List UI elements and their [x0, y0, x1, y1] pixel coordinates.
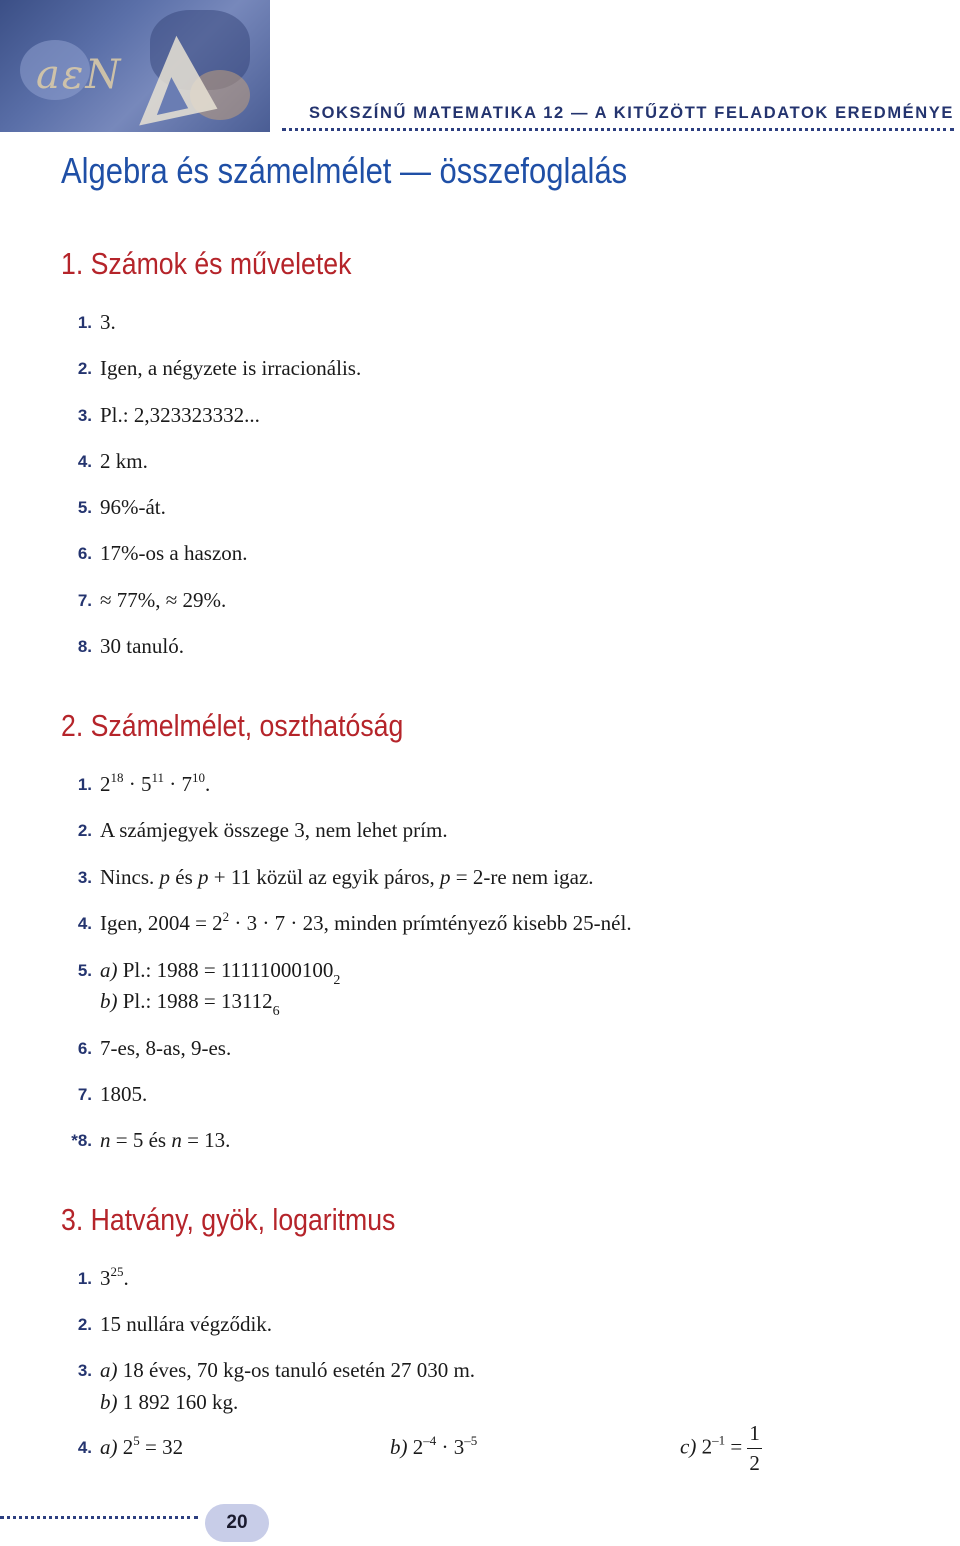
part-label: b) — [100, 1390, 118, 1414]
item-text: 17%-os a haszon. — [100, 541, 248, 565]
item-text — [100, 1390, 238, 1415]
item-text: 7-es, 8-as, 9-es. — [100, 1036, 232, 1060]
item-text: 1805. — [100, 1082, 148, 1106]
item-text — [100, 911, 632, 936]
section-title: 1. Számok és műveletek — [61, 246, 352, 281]
answer-item — [0, 356, 700, 382]
answer-item — [0, 449, 700, 475]
subscript: 2 — [333, 973, 341, 988]
item-text: 30 tanuló. — [100, 634, 184, 658]
answer-item — [0, 958, 700, 988]
power-base: 3 — [100, 1266, 111, 1290]
answer-item — [0, 1082, 700, 1108]
answer-item — [0, 1266, 700, 1292]
exponent: –4 — [423, 1433, 437, 1448]
power-base: · 3 — [441, 1435, 465, 1459]
item-part-c — [680, 1421, 762, 1476]
header-dotted-rule — [282, 128, 954, 131]
text-fragment: = 5 és — [115, 1128, 167, 1152]
item-number: 3. — [77, 868, 92, 887]
item-number: 1. — [77, 1269, 92, 1288]
text-fragment: = 13. — [187, 1128, 231, 1152]
variable: n — [100, 1128, 111, 1152]
item-number: 4. — [77, 914, 92, 933]
answer-item — [0, 588, 700, 614]
item-text — [100, 958, 341, 988]
logo-glyphs: aεN — [36, 52, 123, 98]
part-label: b) — [100, 989, 118, 1013]
section-title: 3. Hatvány, gyök, logaritmus — [61, 1202, 396, 1237]
answer-item — [0, 495, 700, 521]
item-number: 1. — [77, 313, 92, 332]
running-header: SOKSZÍNŰ MATEMATIKA 12 — A KITŰZÖTT FELADATOK EREDMÉNYE — [308, 104, 954, 122]
page-number-badge: 20 — [205, 1504, 269, 1542]
item-number: 5. — [77, 961, 92, 980]
item-text — [100, 1128, 230, 1153]
item-text: ≈ 77%, ≈ 29%. — [100, 588, 227, 612]
text-fragment: 1 892 160 kg. — [122, 1390, 239, 1414]
exponent: –1 — [712, 1432, 726, 1448]
exponent: 25 — [110, 1264, 124, 1279]
exponent: –5 — [464, 1433, 478, 1448]
item-text — [100, 1358, 475, 1383]
item-number: 6. — [77, 1039, 92, 1058]
power-base: 2 — [122, 1435, 134, 1459]
power-base: 7 — [181, 772, 193, 796]
numerator: 1 — [747, 1421, 762, 1449]
variable: p — [440, 865, 451, 889]
item-part-a — [100, 1435, 183, 1460]
item-number: 7. — [77, 591, 92, 610]
text-fragment: = 32 — [145, 1435, 184, 1459]
answer-item — [0, 1312, 700, 1338]
power-base: 2 — [100, 772, 111, 796]
item-number: *8. — [71, 1131, 92, 1150]
text-fragment: + 11 közül az egyik páros, — [213, 865, 435, 889]
answer-item — [0, 634, 700, 660]
text-fragment: = 2-re nem igaz. — [455, 865, 594, 889]
text-fragment: 18 éves, 70 kg-os tanuló esetén 27 030 m. — [122, 1358, 476, 1382]
item-number: 2. — [77, 359, 92, 378]
text-fragment: Pl.: 1988 = 13112 — [122, 989, 273, 1013]
answer-item — [0, 772, 700, 798]
text-fragment: Igen, 2004 = 2 — [100, 911, 223, 935]
item-number: 3. — [77, 1361, 92, 1380]
item-text: A számjegyek összege 3, nem lehet prím. — [100, 818, 448, 842]
header-logo-image — [0, 0, 270, 132]
item-text: $3^{25}$. — [100, 1264, 129, 1290]
section-title: 2. Számelmélet, oszthatóság — [61, 708, 404, 743]
power-base: 2 — [701, 1434, 713, 1459]
item-text: $2^{18} \cdot 5^{11} \cdot 7^{10}$. — [100, 770, 211, 796]
item-number: 7. — [77, 1085, 92, 1104]
exponent: 11 — [151, 770, 165, 785]
exponent: 10 — [192, 770, 206, 785]
exponent: 18 — [110, 770, 124, 785]
answer-item — [0, 818, 700, 844]
denominator: 2 — [749, 1451, 760, 1475]
variable: n — [171, 1128, 182, 1152]
item-text — [100, 989, 280, 1019]
subscript: 6 — [272, 1004, 280, 1019]
page-title: Algebra és számelmélet — összefoglalás — [61, 150, 628, 191]
item-text: 2 km. — [100, 449, 148, 473]
answer-item — [0, 865, 700, 891]
item-number: 6. — [77, 544, 92, 563]
item-text — [100, 865, 594, 890]
text-fragment: Nincs. — [100, 865, 155, 889]
answer-item-part — [0, 1390, 700, 1416]
answer-item — [0, 403, 700, 429]
footer-dotted-rule — [0, 1516, 198, 1519]
part-label: a) — [100, 958, 118, 982]
power-base: 5 — [141, 772, 152, 796]
exponent: 2 — [222, 909, 230, 924]
answer-item — [0, 541, 700, 567]
answer-item — [0, 1036, 700, 1062]
item-text: 3. — [100, 310, 116, 334]
answer-item — [0, 911, 720, 937]
item-number: 3. — [77, 406, 92, 425]
part-label: a) — [100, 1435, 118, 1459]
part-label: a) — [100, 1358, 118, 1382]
item-number: 1. — [77, 775, 92, 794]
part-label: b) — [390, 1435, 408, 1459]
item-number: 2. — [77, 821, 92, 840]
item-text: Pl.: 2,323323332... — [100, 403, 260, 427]
answer-item — [0, 1128, 700, 1154]
text-fragment: · 3 · 7 · 23, minden prímtényező kisebb 25-nél. — [234, 911, 632, 935]
set-square-hole — [150, 75, 188, 115]
variable: p — [198, 865, 209, 889]
item-number: 8. — [77, 637, 92, 656]
text-fragment: és — [175, 865, 193, 889]
item-text: 15 nullára végződik. — [100, 1312, 273, 1336]
item-part-b — [390, 1435, 477, 1460]
text-fragment: = — [730, 1434, 743, 1459]
item-number: 4. — [77, 1438, 92, 1457]
answer-item-part — [0, 989, 700, 1019]
item-number: 5. — [77, 498, 92, 517]
text-fragment: Pl.: 1988 = 11111000100 — [122, 958, 334, 982]
variable: p — [159, 865, 170, 889]
power-base: 2 — [412, 1435, 424, 1459]
answer-item — [0, 1358, 700, 1384]
item-number: 4. — [77, 452, 92, 471]
answer-item — [0, 1421, 900, 1475]
item-number: 2. — [77, 1315, 92, 1334]
item-text: Igen, a négyzete is irracionális. — [100, 356, 362, 380]
answer-item — [0, 310, 700, 336]
fraction — [747, 1421, 762, 1476]
exponent: 5 — [133, 1433, 140, 1448]
item-text: 96%-át. — [100, 495, 166, 519]
part-label: c) — [680, 1434, 697, 1459]
